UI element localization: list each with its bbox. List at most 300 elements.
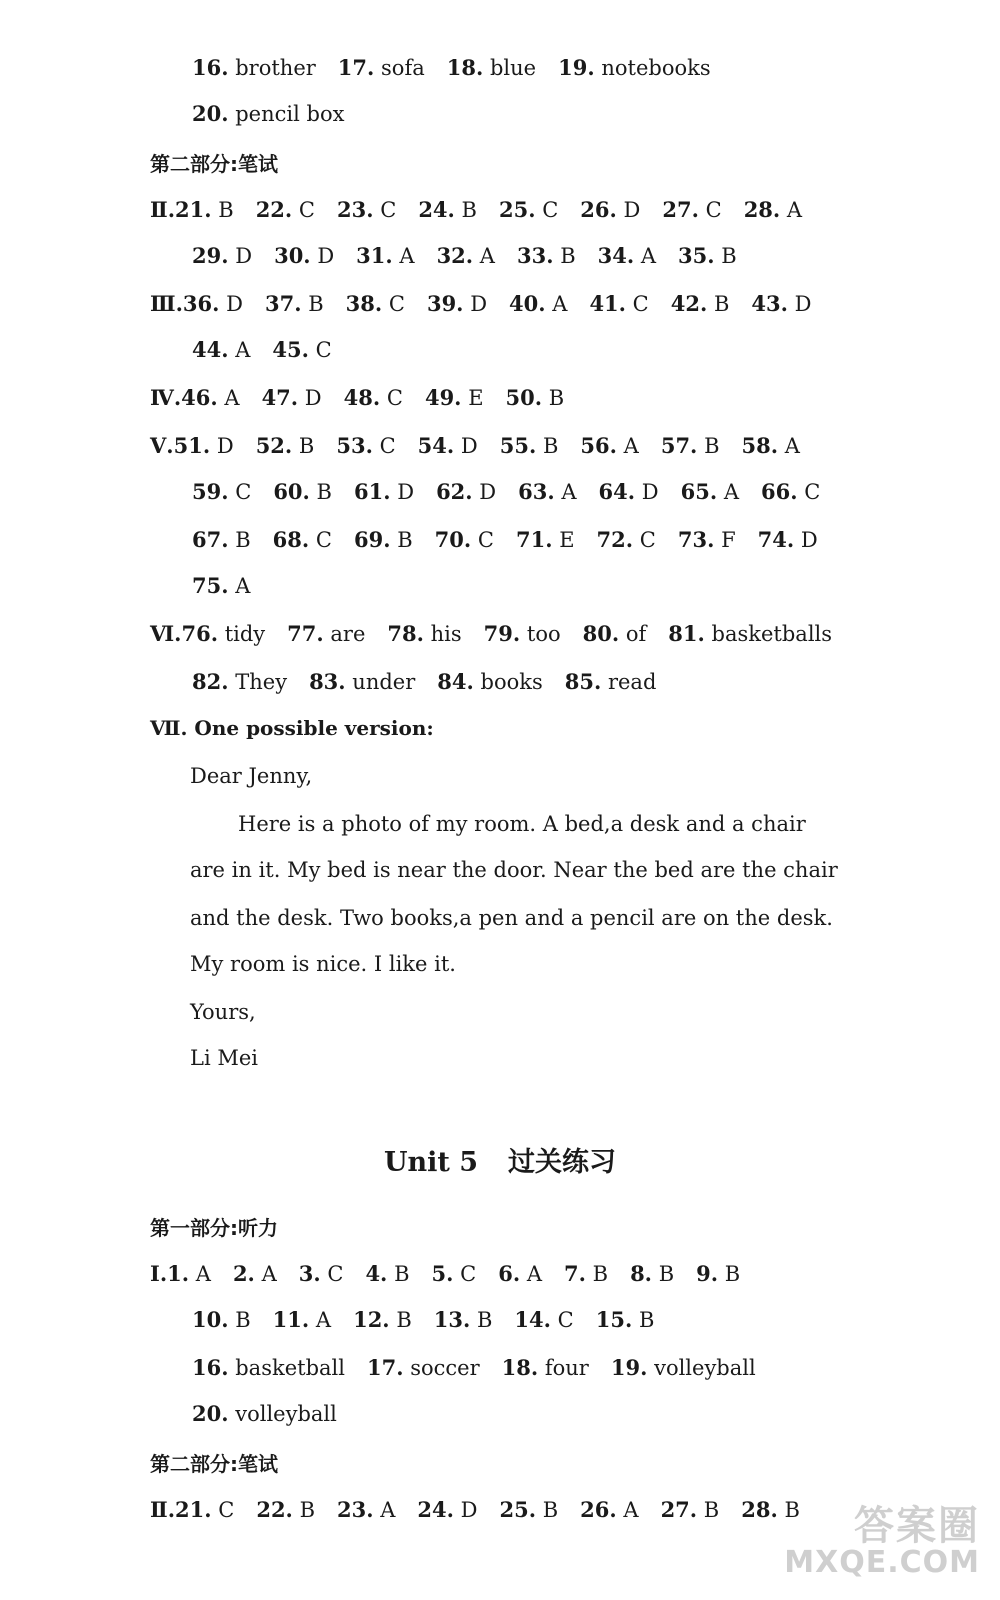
answer-item	[662, 196, 721, 224]
question-number: 40.	[509, 291, 546, 316]
question-number: 17.	[366, 1355, 404, 1380]
answer-item	[671, 290, 730, 318]
answer-value: A	[723, 480, 740, 504]
answer-item	[273, 1306, 331, 1334]
answer-value: B	[592, 1262, 609, 1286]
answer-item	[274, 242, 334, 270]
answer-value: A	[315, 1308, 332, 1332]
unit-subtitle: 过关练习	[508, 1147, 617, 1178]
answer-item	[597, 526, 656, 554]
answer-item	[353, 1306, 412, 1334]
answer-item	[174, 432, 234, 460]
answer-value: A	[479, 244, 495, 268]
answer-item	[192, 242, 252, 270]
question-number: 21.	[175, 1497, 212, 1522]
answer-item	[256, 1496, 315, 1524]
answer-item	[192, 478, 251, 506]
question-number: 24.	[418, 197, 455, 222]
answer-item	[509, 290, 567, 318]
question-number: 34.	[597, 243, 635, 268]
question-number: 64.	[598, 479, 636, 504]
answer-item	[192, 1354, 345, 1382]
answer-item	[744, 196, 802, 224]
answer-value: C	[804, 480, 821, 504]
answer-item	[435, 526, 494, 554]
answer-line	[150, 384, 564, 412]
question-number: 74.	[757, 527, 795, 552]
answer-item	[761, 478, 820, 506]
answer-item	[432, 1260, 477, 1288]
answer-item	[565, 668, 657, 696]
answer-item	[192, 1306, 251, 1334]
answer-item	[336, 432, 395, 460]
answer-value: B	[235, 1308, 251, 1332]
answer-item	[447, 54, 536, 82]
answer-line	[150, 1260, 740, 1288]
answer-item	[498, 1260, 542, 1288]
question-number: 59.	[192, 479, 229, 504]
answer-item	[427, 290, 487, 318]
question-number: 77.	[287, 621, 324, 646]
question-number: 19.	[558, 55, 595, 80]
letter-body-line: and the desk. Two books,a pen and a pencil are on the desk.	[190, 906, 833, 930]
section-roman-numeral: Ⅳ.	[150, 385, 182, 410]
question-number: 55.	[499, 433, 537, 458]
answer-value: D	[460, 1498, 478, 1522]
answer-value: A	[784, 434, 800, 458]
question-number: 30.	[274, 243, 311, 268]
question-number: 3.	[298, 1261, 321, 1286]
answer-value: D	[479, 480, 497, 504]
answer-item	[367, 1354, 480, 1382]
answer-item	[418, 196, 477, 224]
answer-value: D	[794, 292, 812, 316]
answer-value: B	[721, 244, 737, 268]
answer-line	[192, 478, 820, 506]
answer-value: B	[396, 1308, 412, 1332]
answer-value: D	[317, 244, 335, 268]
answer-value: B	[299, 1498, 315, 1522]
question-number: 68.	[272, 527, 310, 552]
answer-value: C	[315, 338, 332, 362]
answer-item	[599, 478, 659, 506]
answer-value: F	[721, 528, 736, 552]
answer-value: B	[397, 528, 413, 552]
question-number: 29.	[192, 243, 229, 268]
letter-body-line: Here is a photo of my room. A bed,a desk and a chair	[238, 812, 806, 836]
answer-item	[611, 1354, 756, 1382]
question-number: 9.	[696, 1261, 719, 1286]
question-number: 60.	[273, 479, 310, 504]
question-number: 51.	[173, 433, 211, 458]
answer-value: his	[430, 622, 462, 646]
answer-value: of	[625, 622, 647, 646]
answer-item	[558, 54, 711, 82]
answer-line	[150, 290, 812, 318]
answer-item	[742, 432, 800, 460]
question-number: 85.	[564, 669, 602, 694]
section-roman-numeral: Ⅱ.	[150, 197, 176, 222]
answer-value: blue	[489, 56, 537, 80]
answer-value: C	[477, 528, 494, 552]
answer-value: B	[308, 292, 324, 316]
answer-value: C	[380, 198, 397, 222]
answer-item	[437, 668, 542, 696]
question-number: 71.	[515, 527, 553, 552]
question-number: 66.	[761, 479, 798, 504]
question-number: 16.	[192, 55, 229, 80]
answer-value: B	[784, 1498, 800, 1522]
question-number: 33.	[516, 243, 554, 268]
section-roman-numeral: Ⅲ.	[150, 291, 183, 316]
answer-item	[344, 384, 403, 412]
question-number: 10.	[192, 1307, 229, 1332]
answer-line	[150, 620, 832, 648]
answer-line	[150, 1496, 800, 1524]
answer-item	[502, 1354, 589, 1382]
answer-item	[696, 1260, 740, 1288]
answer-value: A	[224, 386, 240, 410]
answer-value: D	[641, 480, 659, 504]
letter-signature: Li Mei	[190, 1046, 258, 1070]
answer-line	[192, 1306, 654, 1334]
question-number: 12.	[353, 1307, 390, 1332]
question-number: 79.	[483, 621, 521, 646]
answer-value: B	[704, 434, 720, 458]
question-number: 17.	[337, 55, 375, 80]
answer-item	[564, 1260, 608, 1288]
question-number: 73.	[677, 527, 715, 552]
question-number: 27.	[662, 197, 699, 222]
question-number: 26.	[580, 197, 617, 222]
question-number: 69.	[353, 527, 391, 552]
answer-item	[668, 620, 832, 648]
question-number: 53.	[336, 433, 373, 458]
answer-value: A	[195, 1262, 211, 1286]
answer-value: A	[399, 244, 415, 268]
answer-value: under	[352, 670, 416, 694]
answer-value: sofa	[381, 56, 425, 80]
question-number: 75.	[192, 573, 229, 598]
answer-value: C	[632, 292, 649, 316]
question-number: 57.	[660, 433, 698, 458]
answer-value: B	[461, 198, 477, 222]
question-number: 24.	[417, 1497, 454, 1522]
answer-value: D	[623, 198, 641, 222]
question-number: 80.	[582, 621, 620, 646]
question-number: 25.	[498, 197, 536, 222]
answer-value: A	[380, 1498, 396, 1522]
writing-section-heading: Ⅶ. One possible version:	[150, 716, 434, 740]
answer-value: A	[552, 292, 568, 316]
answer-item	[346, 290, 405, 318]
question-number: 23.	[337, 1497, 374, 1522]
answer-item	[192, 572, 250, 600]
answer-item	[499, 1496, 558, 1524]
question-number: 6.	[498, 1261, 521, 1286]
answer-value: B	[560, 244, 576, 268]
answer-item	[338, 54, 425, 82]
question-number: 22.	[256, 1497, 293, 1522]
answer-value: B	[638, 1308, 655, 1332]
question-number: 14.	[514, 1307, 551, 1332]
answer-item	[598, 242, 656, 270]
answer-value: four	[544, 1356, 589, 1380]
answer-value: B	[724, 1262, 741, 1286]
question-number: 47.	[261, 385, 299, 410]
question-number: 52.	[255, 433, 293, 458]
question-number: 84.	[437, 669, 474, 694]
question-number: 35.	[678, 243, 715, 268]
question-number: 83.	[309, 669, 346, 694]
answer-line	[192, 668, 656, 696]
question-number: 65.	[680, 479, 718, 504]
answer-value: C	[557, 1308, 574, 1332]
answer-item	[337, 1496, 395, 1524]
answer-item	[192, 336, 250, 364]
question-number: 81.	[668, 621, 705, 646]
answer-value: B	[548, 386, 565, 410]
question-number: 48.	[343, 385, 381, 410]
question-number: 70.	[434, 527, 472, 552]
answer-value: A	[235, 574, 251, 598]
answer-value: B	[476, 1308, 493, 1332]
answer-item	[256, 432, 315, 460]
answer-value: C	[388, 292, 405, 316]
answer-item	[681, 478, 739, 506]
answer-item	[183, 290, 243, 318]
answer-value: too	[526, 622, 561, 646]
answer-item	[181, 384, 239, 412]
answer-item	[175, 196, 234, 224]
answer-value: B	[542, 434, 559, 458]
answer-value: C	[379, 434, 396, 458]
answer-value: B	[394, 1262, 410, 1286]
answer-value: D	[460, 434, 478, 458]
section-heading-listening: 第一部分:听力	[150, 1216, 278, 1240]
section-heading-written: 第二部分:笔试	[150, 152, 278, 176]
answer-line	[192, 572, 250, 600]
answer-value: basketball	[235, 1356, 345, 1380]
question-number: 20.	[192, 1401, 229, 1426]
answer-value: notebooks	[601, 56, 711, 80]
answer-item	[499, 196, 558, 224]
answer-value: B	[235, 528, 251, 552]
answer-item	[175, 1496, 234, 1524]
question-number: 1.	[167, 1261, 190, 1286]
question-number: 54.	[417, 433, 455, 458]
question-number: 67.	[192, 527, 229, 552]
question-number: 31.	[356, 243, 393, 268]
answer-item	[661, 432, 720, 460]
answer-value: brother	[235, 56, 316, 80]
section-roman-numeral: Ⅴ.	[150, 433, 174, 458]
answer-item	[514, 1306, 573, 1334]
answer-value: D	[235, 244, 253, 268]
answer-item	[661, 1496, 720, 1524]
answer-value: are	[330, 622, 366, 646]
answer-line	[150, 196, 802, 224]
question-number: 16.	[192, 1355, 229, 1380]
answer-value: A	[526, 1262, 542, 1286]
section-heading-written: 第二部分:笔试	[150, 1452, 278, 1476]
question-number: 56.	[580, 433, 617, 458]
answer-value: B	[298, 434, 315, 458]
question-number: 4.	[365, 1261, 388, 1286]
answer-value: A	[640, 244, 657, 268]
answer-line	[150, 432, 800, 460]
answer-value: A	[786, 198, 803, 222]
question-number: 18.	[501, 1355, 539, 1380]
question-number: 63.	[518, 479, 555, 504]
answer-item	[506, 384, 565, 412]
answer-item	[596, 1306, 655, 1334]
letter-body-line: are in it. My bed is near the door. Near the bed are the chair	[190, 858, 838, 882]
answer-item	[434, 1306, 493, 1334]
answer-value: E	[468, 386, 484, 410]
answer-value: A	[623, 434, 639, 458]
answer-value: D	[304, 386, 322, 410]
answer-value: C	[298, 198, 315, 222]
question-number: 23.	[337, 197, 374, 222]
question-number: 44.	[192, 337, 229, 362]
answer-item	[387, 620, 461, 648]
question-number: 26.	[580, 1497, 617, 1522]
answer-item	[299, 1260, 344, 1288]
answer-item	[500, 432, 559, 460]
answer-item	[678, 242, 737, 270]
section-roman-numeral: Ⅰ.	[150, 1261, 168, 1286]
question-number: 43.	[751, 291, 788, 316]
answer-item	[437, 242, 495, 270]
question-number: 62.	[436, 479, 473, 504]
answer-value: C	[542, 198, 559, 222]
answer-item	[356, 242, 414, 270]
question-number: 78.	[387, 621, 424, 646]
answer-value: pencil box	[235, 102, 345, 126]
answer-value: B	[703, 1498, 720, 1522]
answer-item	[580, 432, 638, 460]
answer-value: volleyball	[235, 1402, 337, 1426]
answer-value: C	[460, 1262, 477, 1286]
answer-item	[418, 432, 478, 460]
question-number: 38.	[345, 291, 383, 316]
letter-greeting: Dear Jenny,	[190, 764, 313, 788]
question-number: 19.	[610, 1355, 648, 1380]
question-number: 32.	[436, 243, 474, 268]
answer-value: tidy	[224, 622, 266, 646]
answer-value: They	[235, 670, 288, 694]
question-number: 45.	[272, 337, 309, 362]
answer-item	[425, 384, 484, 412]
answer-item	[192, 100, 344, 128]
answer-item	[192, 526, 251, 554]
answer-item	[192, 1400, 337, 1428]
answer-value: E	[559, 528, 575, 552]
question-number: 8.	[630, 1261, 652, 1286]
answer-item	[517, 242, 576, 270]
section-roman-numeral: Ⅱ.	[150, 1497, 176, 1522]
answer-value: B	[316, 480, 332, 504]
answer-item	[273, 478, 332, 506]
question-number: 72.	[596, 527, 634, 552]
answer-value: C	[218, 1498, 235, 1522]
answer-item	[354, 478, 414, 506]
question-number: 15.	[595, 1307, 633, 1332]
question-number: 20.	[192, 101, 229, 126]
section-roman-numeral: Ⅵ.	[150, 621, 182, 646]
answer-item	[262, 384, 322, 412]
answer-value: D	[800, 528, 818, 552]
answer-item	[417, 1496, 477, 1524]
answer-item	[272, 336, 331, 364]
answer-item	[309, 668, 415, 696]
answer-line	[192, 100, 344, 128]
question-number: 36.	[182, 291, 220, 316]
answer-value: D	[216, 434, 234, 458]
answer-item	[167, 1260, 211, 1288]
question-number: 37.	[264, 291, 302, 316]
answer-line	[192, 526, 818, 554]
unit-number: Unit 5	[383, 1147, 479, 1178]
answer-value: volleyball	[654, 1356, 756, 1380]
answer-line	[192, 336, 332, 364]
question-number: 27.	[660, 1497, 698, 1522]
answer-value: A	[235, 338, 251, 362]
answer-value: read	[607, 670, 657, 694]
question-number: 58.	[741, 433, 779, 458]
answer-value: A	[561, 480, 577, 504]
question-number: 76.	[181, 621, 219, 646]
answer-value: C	[327, 1262, 344, 1286]
answer-item	[192, 54, 316, 82]
answer-item	[516, 526, 575, 554]
question-number: 82.	[192, 669, 229, 694]
question-number: 28.	[741, 1497, 778, 1522]
question-number: 42.	[670, 291, 708, 316]
answer-value: B	[658, 1262, 675, 1286]
answer-item	[758, 526, 818, 554]
watermark-text: 答案圈	[854, 1503, 980, 1549]
answer-item	[484, 620, 561, 648]
answer-value: B	[713, 292, 730, 316]
unit-title	[0, 1140, 1000, 1179]
question-number: 25.	[499, 1497, 537, 1522]
watermark-logo	[784, 1494, 980, 1580]
answer-item	[354, 526, 413, 554]
question-number: 50.	[505, 385, 543, 410]
answer-value: A	[261, 1262, 277, 1286]
question-number: 39.	[426, 291, 464, 316]
answer-item	[751, 290, 811, 318]
question-number: 22.	[255, 197, 293, 222]
answer-item	[181, 620, 265, 648]
answer-value: C	[386, 386, 403, 410]
answer-item	[337, 196, 396, 224]
answer-value: C	[315, 528, 332, 552]
answer-value: D	[470, 292, 488, 316]
answer-value: C	[705, 198, 722, 222]
answer-value: A	[623, 1498, 639, 1522]
question-number: 13.	[433, 1307, 471, 1332]
answer-value: D	[226, 292, 243, 316]
answer-item	[678, 526, 736, 554]
answer-item	[233, 1260, 277, 1288]
question-number: 49.	[424, 385, 462, 410]
answer-item	[583, 620, 647, 648]
answer-value: D	[397, 480, 415, 504]
question-number: 61.	[353, 479, 391, 504]
